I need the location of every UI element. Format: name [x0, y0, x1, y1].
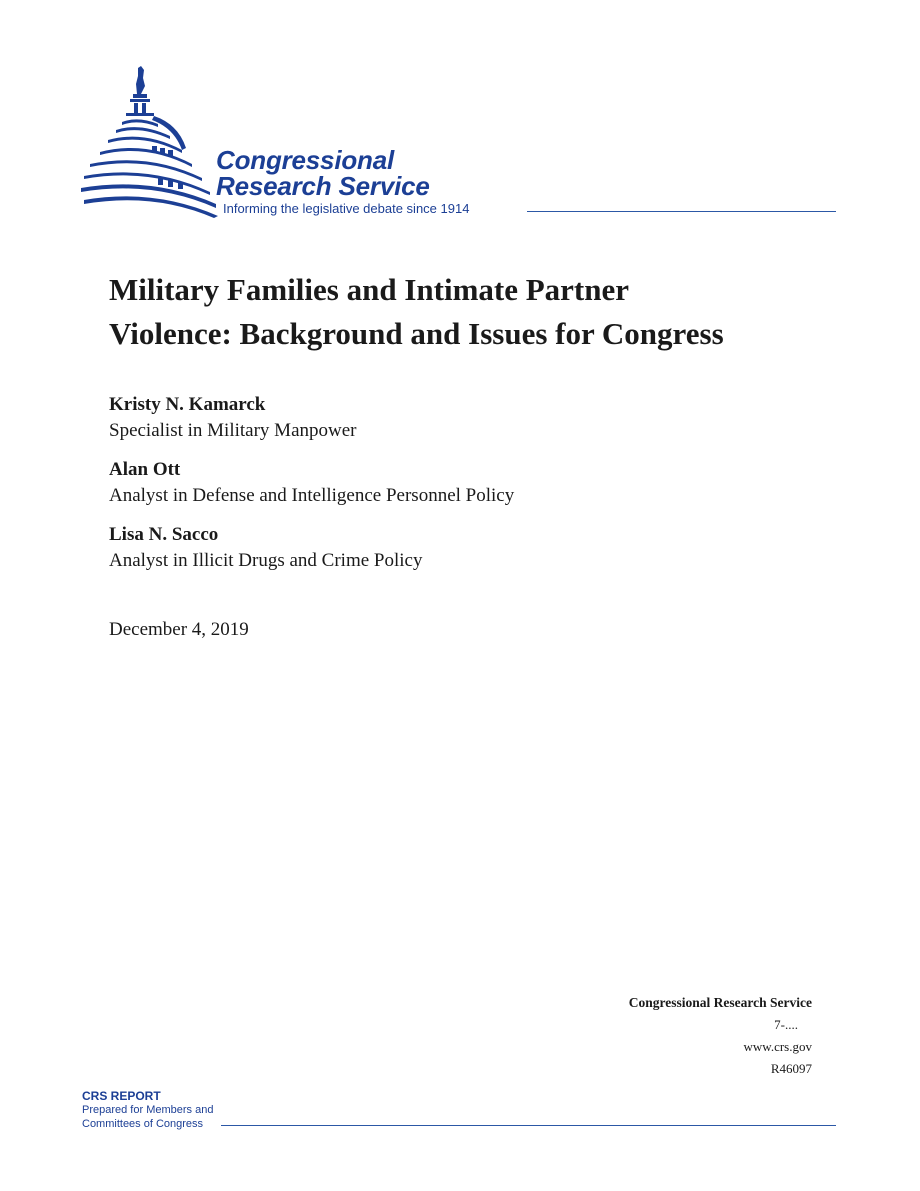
author-role: Specialist in Military Manpower — [109, 420, 357, 441]
report-date: December 4, 2019 — [109, 619, 249, 640]
crs-info-block — [629, 992, 812, 1080]
report-number: R46097 — [770, 1061, 812, 1076]
report-title-line1: Military Families and Intimate Partner — [109, 272, 630, 307]
author-entry — [109, 457, 809, 509]
logo-name-line2: Research Service — [216, 171, 430, 201]
author-list — [109, 392, 809, 587]
footer-prepared-for: Prepared for Members and — [82, 1104, 214, 1116]
author-name: Kristy N. Kamarck — [109, 394, 266, 415]
author-name: Lisa N. Sacco — [109, 524, 219, 545]
header-divider — [527, 211, 836, 212]
report-title-line2: Violence: Background and Issues for Congress — [109, 316, 724, 351]
crs-org-name: Congressional Research Service — [628, 995, 812, 1010]
capitol-dome-icon — [78, 64, 228, 220]
author-name: Alan Ott — [109, 459, 181, 480]
author-role: Analyst in Illicit Drugs and Crime Policy — [109, 550, 423, 571]
crs-website-link[interactable]: www.crs.gov — [743, 1039, 812, 1054]
author-entry — [109, 392, 809, 444]
author-entry — [109, 522, 809, 574]
report-title — [109, 268, 849, 356]
logo-name-line1: Congressional — [216, 145, 394, 175]
footer-committees: Committees of Congress — [82, 1118, 204, 1130]
footer-divider — [221, 1125, 836, 1126]
footer-report-label: CRS REPORT — [82, 1089, 161, 1103]
logo-tagline: Informing the legislative debate since 1914 — [223, 201, 470, 216]
author-role: Analyst in Defense and Intelligence Personnel Policy — [109, 485, 515, 506]
crs-code: 7-.... — [774, 1017, 798, 1032]
